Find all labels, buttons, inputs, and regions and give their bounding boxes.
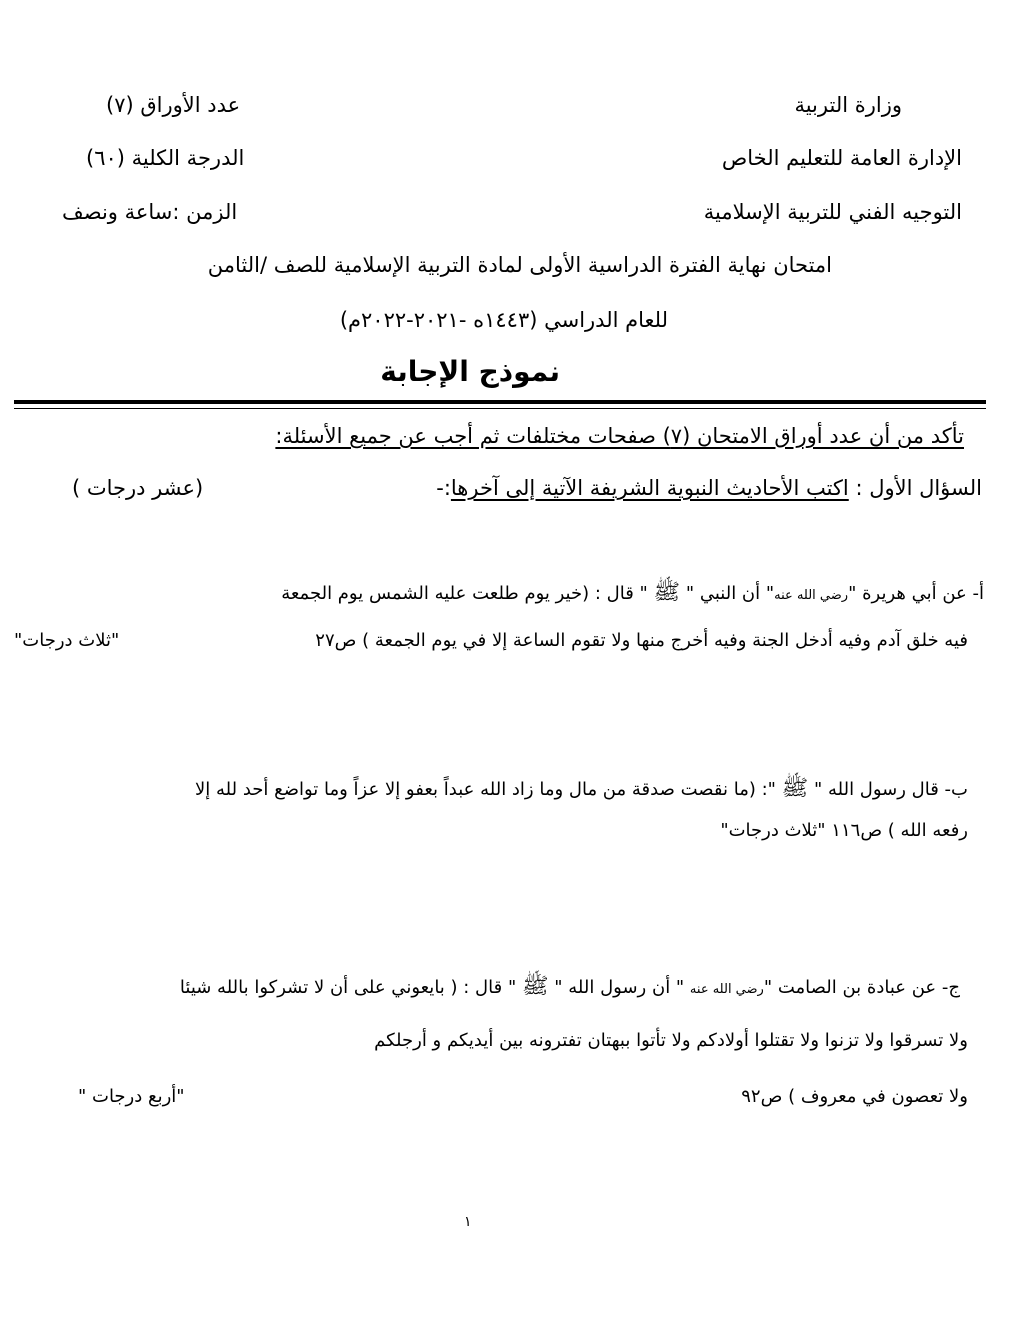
hadith-c-line1 xyxy=(180,972,960,1004)
pages-count: عدد الأوراق (٧) xyxy=(106,93,241,117)
hadith-c-marks: "أربع درجات " xyxy=(78,1086,185,1107)
department-name: الإدارة العامة للتعليم الخاص xyxy=(721,146,962,170)
saw-symbol: ﷺ xyxy=(521,974,549,999)
question1-prompt-suffix: :- xyxy=(436,476,451,500)
hadith-c-mid: " أن رسول الله " xyxy=(554,977,690,998)
page-number: ١ xyxy=(464,1214,472,1230)
hadith-a-line1 xyxy=(281,578,984,610)
hadith-c-radiya: رضي الله عنه xyxy=(689,982,764,997)
hadith-c-prefix: ج- عن عبادة بن الصامت " xyxy=(763,977,960,998)
question1-heading xyxy=(436,476,982,500)
saw-symbol: ﷺ xyxy=(781,776,809,801)
ministry-name: وزارة التربية xyxy=(794,93,902,117)
hadith-a-after: " قال : (خير يوم طلعت عليه الشمس يوم الجمعة xyxy=(281,583,648,604)
hadith-a-radiya: رضي الله عنه xyxy=(774,588,849,603)
academic-year: للعام الدراسي (١٤٤٣ه -٢٠٢١-٢٠٢٢م) xyxy=(339,308,668,332)
hadith-c-after: " قال : ( بايعوني على أن لا تشركوا بالله شيئا xyxy=(179,977,517,998)
question1-prompt: اكتب الأحاديث النبوية الشريفة الآتية إلى آخرها xyxy=(450,476,849,500)
hadith-b-line1 xyxy=(195,774,968,806)
instructions: تأكد من أن عدد أوراق الامتحان (٧) صفحات مختلفات ثم أجب عن جميع الأسئلة: xyxy=(275,424,964,448)
guidance-name: التوجيه الفني للتربية الإسلامية xyxy=(703,200,962,224)
model-title: نموذج الإجابة xyxy=(380,355,560,388)
hadith-c-line3: ولا تعصون في معروف ) ص٩٢ xyxy=(741,1086,968,1107)
saw-symbol: ﷺ xyxy=(653,580,681,605)
hadith-b-prefix: ب- قال رسول الله " xyxy=(813,779,968,800)
header-divider-thick xyxy=(14,400,986,404)
header-divider-thin xyxy=(14,408,986,409)
hadith-b-line2: رفعه الله ) ص١١٦ "ثلاث درجات" xyxy=(720,820,968,841)
hadith-a-marks: "ثلاث درجات" xyxy=(14,630,120,651)
question1-label: السؤال الأول : xyxy=(855,476,982,500)
hadith-a-mid: " أن النبي " xyxy=(685,583,775,604)
total-grade: الدرجة الكلية (٦٠) xyxy=(86,146,245,170)
exam-duration: الزمن :ساعة ونصف xyxy=(62,200,238,224)
hadith-a-prefix: أ- عن أبي هريرة " xyxy=(848,583,984,604)
hadith-c-line2: ولا تسرقوا ولا تزنوا ولا تقتلوا أولادكم ولا تأتوا ببهتان تفترونه بين أيديكم و أرجلكم xyxy=(374,1030,968,1051)
hadith-a-line2: فيه خلق آدم وفيه أدخل الجنة وفيه أخرج منها ولا تقوم الساعة إلا في يوم الجمعة ) ص٢٧ xyxy=(315,630,968,651)
question1-marks: (عشر درجات ) xyxy=(72,476,204,500)
hadith-b-after: ": (ما نقصت صدقة من مال وما زاد الله عبداً بعفو إلا عزاً وما تواضع أحد لله إلا xyxy=(195,779,776,800)
exam-title: امتحان نهاية الفترة الدراسية الأولى لمادة التربية الإسلامية للصف /الثامن xyxy=(207,253,832,277)
